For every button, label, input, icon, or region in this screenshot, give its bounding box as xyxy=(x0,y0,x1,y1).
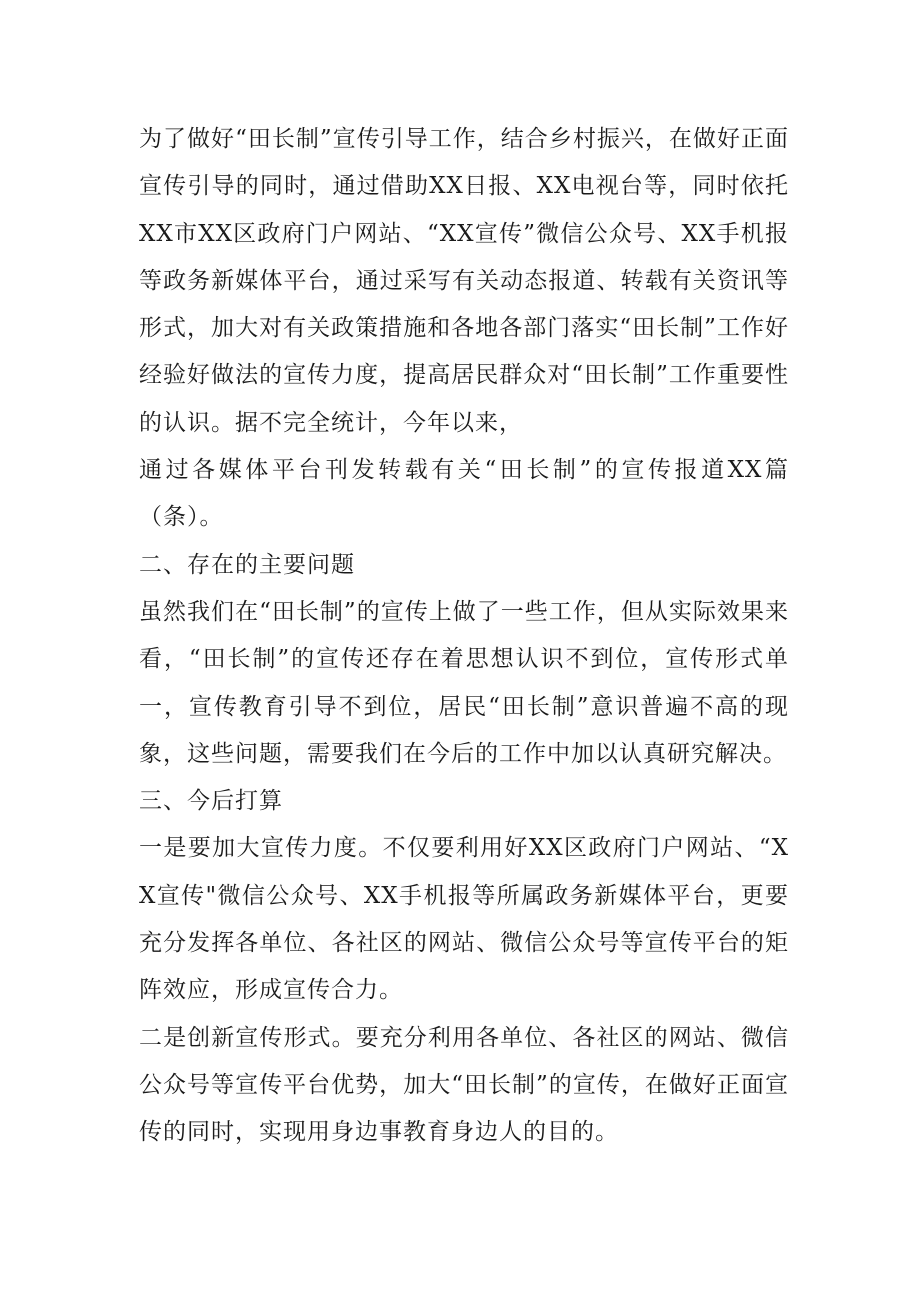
paragraph-publicity-count: 通过各媒体平台刊发转载有关“田长制”的宣传报道XX篇（条）。 xyxy=(139,457,789,531)
section-heading-problems: 二、存在的主要问题 xyxy=(139,551,355,578)
section-heading-plans: 三、今后打算 xyxy=(139,788,283,815)
paragraph-publicity-work: 为了做好“田长制”宣传引导工作，结合乡村振兴，在做好正面宣传引导的同时，通过借助XX日报、XX电视台等，同时依托XX市XX区政府门户网站、“XX宣传”微信公众号、XX手机报等政务新媒体平台，通过采写有关动态报道、转载有关资讯等形式，加大对有关政策措施和各地各部门落实“田长制”工作好经验好做法的宣传力度，提高居民群众对“田长制”工作重要性的认识。据不完全统计，今年以来， xyxy=(139,126,789,436)
document-body xyxy=(139,116,789,1157)
paragraph-plan-item-2: 二是创新宣传形式。要充分利用各单位、各社区的网站、微信公众号等宣传平台优势，加大“田长制”的宣传，在做好正面宣传的同时，实现用身边事教育身边人的目的。 xyxy=(139,1024,789,1146)
paragraph-plan-item-1: 一是要加大宣传力度。不仅要利用好XX区政府门户网站、“XX宣传"微信公众号、XX手机报等所属政务新媒体平台，更要充分发挥各单位、各社区的网站、微信公众号等宣传平台的矩阵效应，形成宣传合力。 xyxy=(139,835,789,1004)
paragraph-problems: 虽然我们在“田长制”的宣传上做了一些工作，但从实际效果来看，“田长制”的宣传还存在着思想认识不到位，宣传形式单一，宣传教育引导不到位，居民“田长制”意识普遍不高的现象，这些问题，需要我们在今后的工作中加以认真研究解决。 xyxy=(139,598,789,767)
